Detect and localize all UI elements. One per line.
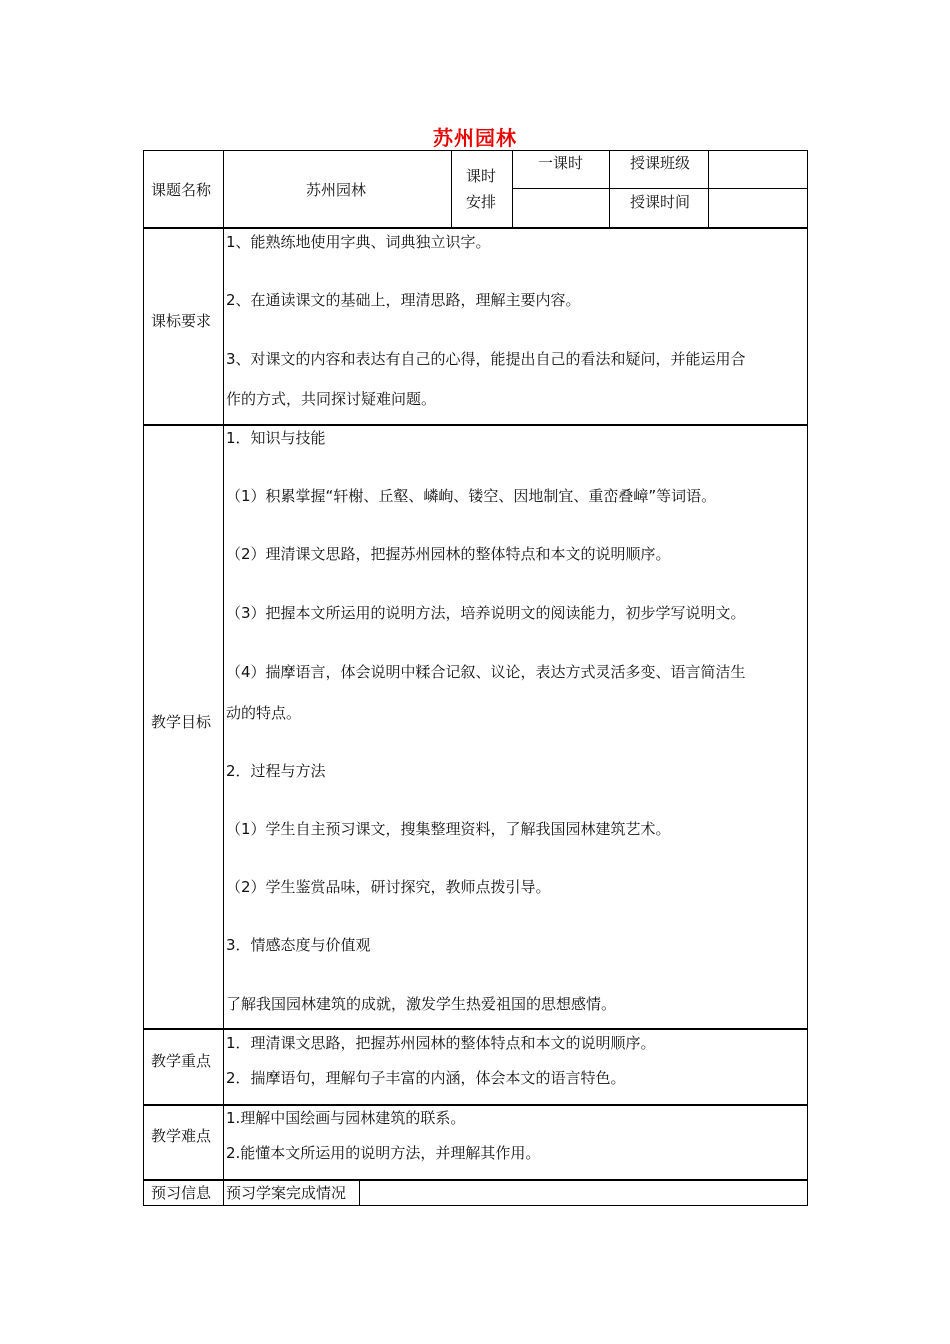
difficult-points-label: 教学难点 [151, 1127, 212, 1145]
objectives-line: （2）理清课文思路，把握苏州园林的整体特点和本文的说明顺序。 [226, 545, 671, 563]
page-title: 苏州园林 [433, 126, 517, 150]
curriculum-line: 1、能熟练地使用字典、词典独立识字。 [226, 233, 491, 251]
curriculum-line: 2、在通读课文的基础上，理清思路，理解主要内容。 [226, 291, 581, 309]
curriculum-label: 课标要求 [151, 312, 212, 330]
objectives-line: 了解我国园林建筑的成就，激发学生热爱祖国的思想感情。 [226, 995, 617, 1013]
objectives-line: （1）积累掌握“轩榭、丘壑、嶙峋、镂空、因地制宜、重峦叠嶂”等词语。 [226, 487, 717, 505]
preview-value: 预习学案完成情况 [226, 1184, 347, 1202]
schedule-label-line1: 课时 [466, 167, 497, 185]
objectives-line: 2．过程与方法 [226, 762, 326, 780]
difficult-points-line: 1.理解中国绘画与园林建筑的联系。 [226, 1109, 466, 1127]
difficult-points-line: 2.能懂本文所运用的说明方法，并理解其作用。 [226, 1144, 541, 1162]
objectives-line: （1）学生自主预习课文，搜集整理资料，了解我国园林建筑艺术。 [226, 820, 671, 838]
topic-value: 苏州园林 [306, 181, 367, 199]
key-points-line: 2．揣摩语句，理解句子丰富的内涵，体会本文的语言特色。 [226, 1069, 626, 1087]
schedule-value: 一课时 [538, 154, 584, 172]
objectives-line: 1．知识与技能 [226, 429, 326, 447]
objectives-line: （4）揣摩语言，体会说明中糅合记叙、议论，表达方式灵活多变、语言简洁生 [226, 663, 746, 681]
topic-label: 课题名称 [151, 181, 212, 199]
objectives-line: （3）把握本文所运用的说明方法，培养说明文的阅读能力，初步学写说明文。 [226, 604, 746, 622]
schedule-label-line2: 安排 [466, 193, 497, 211]
time-label: 授课时间 [630, 193, 691, 211]
key-points-label: 教学重点 [151, 1052, 212, 1070]
class-label: 授课班级 [630, 154, 691, 172]
curriculum-line: 3、对课文的内容和表达有自己的心得，能提出自己的看法和疑问，并能运用合 [226, 350, 746, 368]
preview-label: 预习信息 [151, 1184, 212, 1202]
objectives-line: （2）学生鉴赏品味，研讨探究，教师点拨引导。 [226, 878, 551, 896]
objectives-line: 3．情感态度与价值观 [226, 936, 371, 954]
objectives-line: 动的特点。 [226, 704, 302, 722]
curriculum-line: 作的方式，共同探讨疑难问题。 [226, 390, 437, 408]
key-points-line: 1．理清课文思路，把握苏州园林的整体特点和本文的说明顺序。 [226, 1034, 656, 1052]
objectives-label: 教学目标 [151, 713, 212, 731]
